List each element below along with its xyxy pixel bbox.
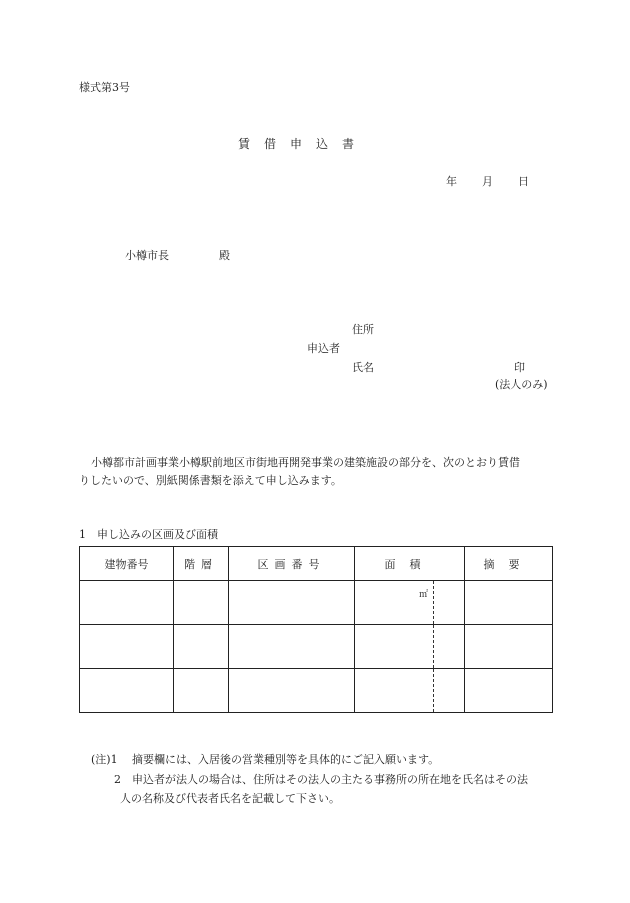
note-2-text-line2: 人の名称及び代表者氏名を記載して下さい。 — [120, 792, 340, 805]
section-title: 1 申し込みの区画及び面積 — [79, 528, 218, 541]
cell-lot-number[interactable] — [229, 581, 355, 625]
decimal-divider — [433, 581, 434, 624]
note-1-text: 摘要欄には、入居後の営業種別等を具体的にご記入願います。 — [132, 753, 440, 766]
address-label: 住所 — [352, 323, 374, 336]
cell-building-number[interactable] — [80, 669, 174, 713]
table-header-row — [80, 547, 553, 581]
cell-remarks[interactable] — [465, 581, 553, 625]
cell-lot-number[interactable] — [229, 669, 355, 713]
table-row — [80, 625, 553, 669]
cell-floor[interactable] — [174, 581, 229, 625]
header-lot-number: 区画番号 — [229, 547, 355, 581]
cell-building-number[interactable] — [80, 581, 174, 625]
name-label: 氏名 — [352, 361, 374, 374]
body-text-line2: りしたいので、別紙関係書類を添えて申し込みます。 — [79, 474, 342, 487]
applicant-label: 申込者 — [307, 342, 340, 355]
cell-floor[interactable] — [174, 625, 229, 669]
cell-remarks[interactable] — [465, 625, 553, 669]
document-title: 賃借申込書 — [238, 137, 369, 151]
note-2-number: 2 — [114, 773, 121, 786]
cell-area[interactable] — [355, 669, 465, 713]
area-table — [79, 546, 553, 713]
decimal-divider — [433, 669, 434, 712]
header-area: 面積 — [355, 547, 465, 581]
cell-building-number[interactable] — [80, 625, 174, 669]
cell-floor[interactable] — [174, 669, 229, 713]
body-text-line1: 小樽都市計画事業小樽駅前地区市街地再開発事業の建築施設の部分を、次のとおり賃借 — [91, 456, 520, 469]
date-year-label: 年 — [446, 175, 457, 188]
addressee-name: 小樽市長 — [125, 249, 169, 262]
decimal-divider — [433, 625, 434, 668]
corporation-note: (法人のみ) — [495, 378, 548, 391]
note-label: (注)1 — [91, 753, 118, 766]
cell-area[interactable] — [355, 625, 465, 669]
seal-mark: 印 — [514, 361, 525, 374]
date-day-label: 日 — [518, 175, 529, 188]
note-2-text-line1: 申込者が法人の場合は、住所はその法人の主たる事務所の所在地を氏名はその法 — [132, 773, 528, 786]
cell-remarks[interactable] — [465, 669, 553, 713]
area-unit: ㎡ — [419, 590, 429, 600]
cell-lot-number[interactable] — [229, 625, 355, 669]
table-row — [80, 669, 553, 713]
header-building-number: 建物番号 — [80, 547, 174, 581]
header-floor: 階層 — [174, 547, 229, 581]
form-number: 様式第3号 — [79, 81, 130, 94]
addressee-honorific: 殿 — [219, 249, 230, 262]
table-row — [80, 581, 553, 625]
cell-area[interactable] — [355, 581, 465, 625]
header-remarks: 摘要 — [465, 547, 553, 581]
date-month-label: 月 — [482, 175, 493, 188]
